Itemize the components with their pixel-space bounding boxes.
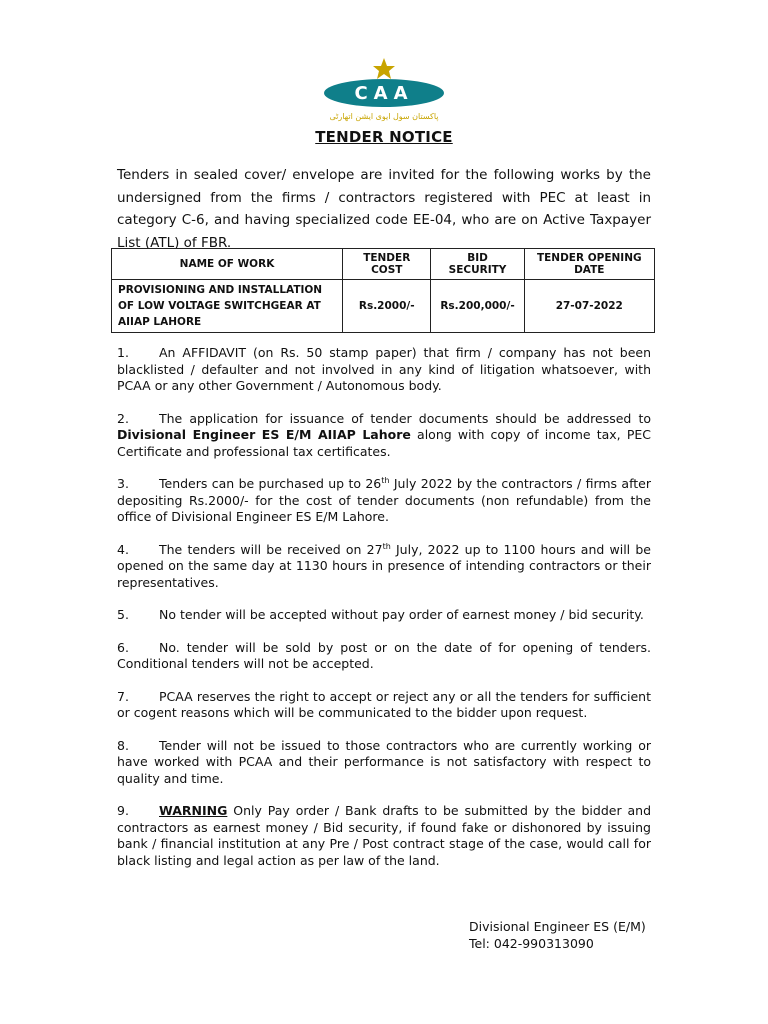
clause-1 [117, 345, 651, 395]
clause-2 [117, 411, 651, 461]
clause-number: 1. [117, 345, 129, 360]
warning-label: WARNING [159, 803, 228, 818]
clause-6 [117, 640, 651, 673]
clause-number: 6. [117, 639, 129, 655]
clause-number: 7. [117, 688, 129, 704]
clause-3 [117, 476, 651, 526]
clause-number: 8. [117, 737, 129, 753]
clauses-list [117, 345, 651, 885]
table-header-row [112, 249, 655, 280]
clause-text: An AFFIDAVIT (on Rs. 50 stamp paper) that firm / company has not been blacklisted / defaulter and not involved in any kind of litigation whatsoever, with PCAA or any other Government / Autonomous body. [117, 345, 651, 393]
header-tender-cost: TENDER COST [343, 249, 431, 280]
clause-number: 4. [117, 541, 129, 557]
cell-tender-cost: Rs.2000/- [343, 280, 431, 333]
clause-superscript: th [381, 475, 390, 485]
signature-block [469, 918, 646, 952]
cell-opening-date: 27-07-2022 [524, 280, 654, 333]
signature-telephone: Tel: 042-990313090 [469, 936, 594, 951]
clause-text: along with copy of income tax, PEC Certificate and professional tax certificates. [117, 427, 651, 459]
clause-5 [117, 607, 651, 624]
clause-7 [117, 689, 651, 722]
intro-paragraph: Tenders in sealed cover/ envelope are invited for the following works by the undersigned from the firms / contractors registered with PEC at least in category C-6, and having specialized code EE-04, who are on Active Taxpayer List (ATL) of FBR. [117, 167, 651, 251]
page-title: TENDER NOTICE [315, 128, 453, 146]
cell-name-of-work: PROVISIONING AND INSTALLATION OF LOW VOLTAGE SWITCHGEAR AT AIIAP LAHORE [112, 280, 343, 333]
clause-text: The application for issuance of tender documents should be addressed to [159, 410, 651, 426]
clause-text: PCAA reserves the right to accept or reject any or all the tenders for sufficient or cogent reasons which will be communicated to the bidder upon request. [117, 688, 651, 720]
table-row [112, 280, 655, 333]
star-icon [373, 58, 395, 79]
signature-designation: Divisional Engineer ES (E/M) [469, 919, 646, 934]
clause-bold-text: Divisional Engineer ES E/M AIIAP Lahore [117, 427, 411, 442]
logo-text: CAA [354, 83, 414, 104]
clause-superscript: th [382, 541, 391, 551]
clause-text: No. tender will be sold by post or on the date of for opening of tenders. Conditional tenders will not be accepted. [117, 639, 651, 671]
header-name-of-work: NAME OF WORK [112, 249, 343, 280]
tender-table [111, 248, 655, 333]
clause-text: Only Pay order / Bank drafts to be submitted by the bidder and contractors as earnest money / Bid security, if found fake or dishonored by issuing bank / financial institution at any Pre / Post contract stage of the case, would call for black listing and legal action as per law of the land. [117, 803, 652, 868]
clause-text: Tenders can be purchased up to 26 [159, 476, 382, 491]
clause-number: 3. [117, 476, 129, 491]
header-opening-date: TENDER OPENING DATE [524, 249, 654, 280]
logo-urdu-text: پاکستان سول ایوی ایشن اتھارٹی [329, 112, 439, 121]
clause-text: Tender will not be issued to those contractors who are currently working or have worked with PCAA and their performance is not satisfactory with respect to quality and time. [117, 737, 651, 786]
clause-9 [117, 803, 651, 869]
clause-4 [117, 542, 651, 592]
header-bid-security: BID SECURITY [431, 249, 524, 280]
cell-bid-security: Rs.200,000/- [431, 280, 524, 333]
clause-text: No tender will be accepted without pay order of earnest money / bid security. [159, 607, 644, 622]
clause-number: 9. [117, 803, 129, 818]
caa-logo [312, 56, 456, 122]
clause-number: 2. [117, 410, 129, 426]
clause-8 [117, 738, 651, 788]
clause-number: 5. [117, 607, 129, 622]
clause-text: The tenders will be received on 27 [159, 541, 383, 557]
clause-text: July 2022 by the contractors / firms after depositing Rs.2000/- for the cost of tender documents (non refundable) from the office of Divisional Engineer ES E/M Lahore. [117, 476, 651, 524]
clause-text: July, 2022 up to 1100 hours and will be opened on the same day at 1130 hours in presence of intending contractors or their representatives. [117, 541, 651, 590]
